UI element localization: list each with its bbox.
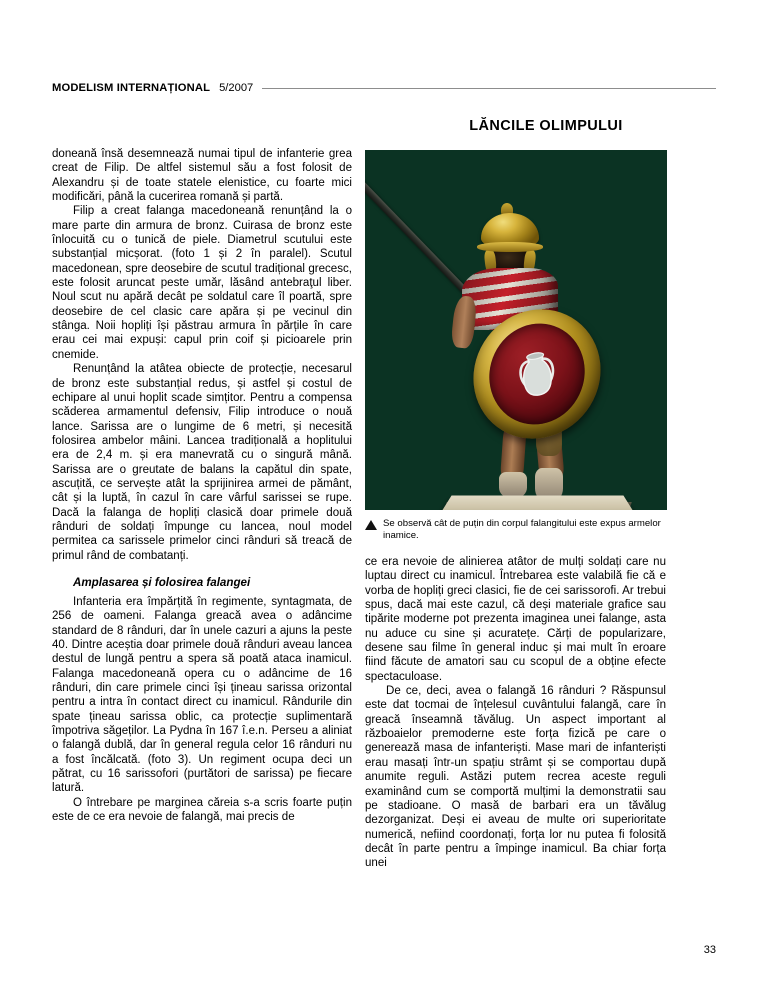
paragraph: Infanteria era împărțită în regimente, syntagmata, de 256 de oameni. Falanga greacă avea o adâncime standard de 8 rânduri, dar în unele cazuri a ajuns la peste 40. Dintre aceștia doar primele două rânduri aveau lancea destul de lungă pentru a spera să poată ataca inamicul. Falanga macedoneană opera cu o adâncime de 16 rânduri, din care primele cinci își țineau sarissa orizontal pentru a intra în contact direct cu inamicul. Rândurile din spate țineau sarissa oblic, ca protecție suplimentară împotriva săgeților. La Pydna în 167 î.e.n. Perseu a aliniat o falangă dublă, dar în general regula celor 16 rânduri nu a fost încălcată. (foto 3). Un regiment ocupa deci un pătrat, cu 16 sarissofori (purtători de sarissa) pe fiecare latură. <box>52 595 352 795</box>
sandal-left <box>499 472 527 498</box>
left-text-column <box>52 147 352 824</box>
paragraph: De ce, deci, avea o falangă 16 rânduri ? Răspunsul este dat tocmai de înțelesul cuvântului falangă, care în greacă înseamnă tăvălug. Un aspect important al războaielor premoderne este forța fizică pe care o generează masa de infanteriști. Mase mari de infanteriști erau masați într-un spațiu strâmt și se comportau după anumite reguli. Astăzi putem recrea aceste reguli examinând cum se comportă mulțimi la demonstratii sau pe stadioane. O masă de barbari era un tăvălug dezorganizat. Deși ei aveau de multe ori superioritate numerică, nefiind coordonați, forța lor nu putea fi folosită decât în parte pentru a împinge inamicul. Ba chiar forța unei <box>365 685 666 870</box>
paragraph: doneană însă desemnează numai tipul de infanterie grea creat de Filip. De altfel sistemul său a fost folosit de Alexandru și de toate statele elenistice, cu foarte mici modificări, până la cucerirea romană și partă. <box>52 148 352 204</box>
issue-number: 5/2007 <box>219 82 254 94</box>
amphora-emblem <box>511 343 562 405</box>
running-header <box>52 78 716 98</box>
paragraph: ce era nevoie de alinierea atâtor de mulți soldați care nu luptau direct cu inamicul. Întrebarea este valabilă fie că e vorba de hopliți greci clasici, fie de cei sarissorofi. Ar trebui spus, dacă mai este cazul, că deși materiale grafice sau tipărite moderne pot prezenta imaginea unei falange, asta nu aduce cu sine și acuratețe. Cărți de popularizare, desene sau filme în general induc și mai mult în eroare fiind făcute de amatori sau cu scopul de a obține efecte spectaculoase. <box>365 556 666 683</box>
triangle-up-icon <box>365 520 377 530</box>
paragraph: O întrebare pe marginea căreia s-a scris foarte puțin este de ce era nevoie de falangă, mai precis de <box>52 796 352 824</box>
figure-photo <box>365 150 667 510</box>
shield-field <box>484 316 589 432</box>
magazine-title: MODELISM INTERNAȚIONAL <box>52 82 211 94</box>
phalangite-photograph <box>365 150 667 510</box>
caption-text: Se observă cât de puțin din corpul falangitului este expus armelor inamice. <box>383 518 661 541</box>
display-base <box>437 496 637 510</box>
figure-caption <box>365 518 665 541</box>
right-text-column <box>365 555 666 871</box>
helmet-brim <box>477 242 543 252</box>
section-subheading: Amplasarea și folosirea falangei <box>73 575 251 589</box>
page-number: 33 <box>703 944 716 956</box>
paragraph: Renunțând la atâtea obiecte de protecție, necesarul de bronz este substanțial redus, și astfel și costul de echipare al unui hoplit scade simțitor. Pentru a compensa scăderea armamentul defensiv, Filip introduce o nouă lance. Sarissa are o lungime de 6 metri, și necesită folosirea ambelor mâini. Lancea tradițională a hoplitului era de 2,4 m. și era manevrată cu o singură mână. Sarissa are o greutate de balans la capătul din spate, ascuțită, ce servește atât la sprijinirea armei de pământ, cât și la luptă, în cazul în care vârful sarissei se rupe. Dacă la falanga de hopliți clasică doar primele două rânduri de soldați împunge cu lancea, noul model permitea ca sarissele primelor cinci rânduri să treacă de primul rând de combatanți. <box>52 363 352 562</box>
header-rule <box>262 88 716 89</box>
article-title: LĂNCILE OLIMPULUI <box>469 118 623 134</box>
paragraph: Filip a creat falanga macedoneană renunțând la o mare parte din armura de bronz. Cuirasa de bronz este înlocuită cu o tunică de piele. Diametrul scutului este substanțial micșorat. (foto 1 și 2 în paralel). Scutul macedonean, spre deosebire de scutul tradițional grecesc, este folosit aruncat peste umăr, lăsând antebraţul liber. Noul scut nu apără decât pe soldatul care îl poartă, spre deosebire de cel clasic care apăra și pe vecinul din stânga. Noii hopliți își păstrau armura în părțile în care erau cei mai expuși: capul prin coif și picioarele prin cnemide. <box>52 205 352 361</box>
